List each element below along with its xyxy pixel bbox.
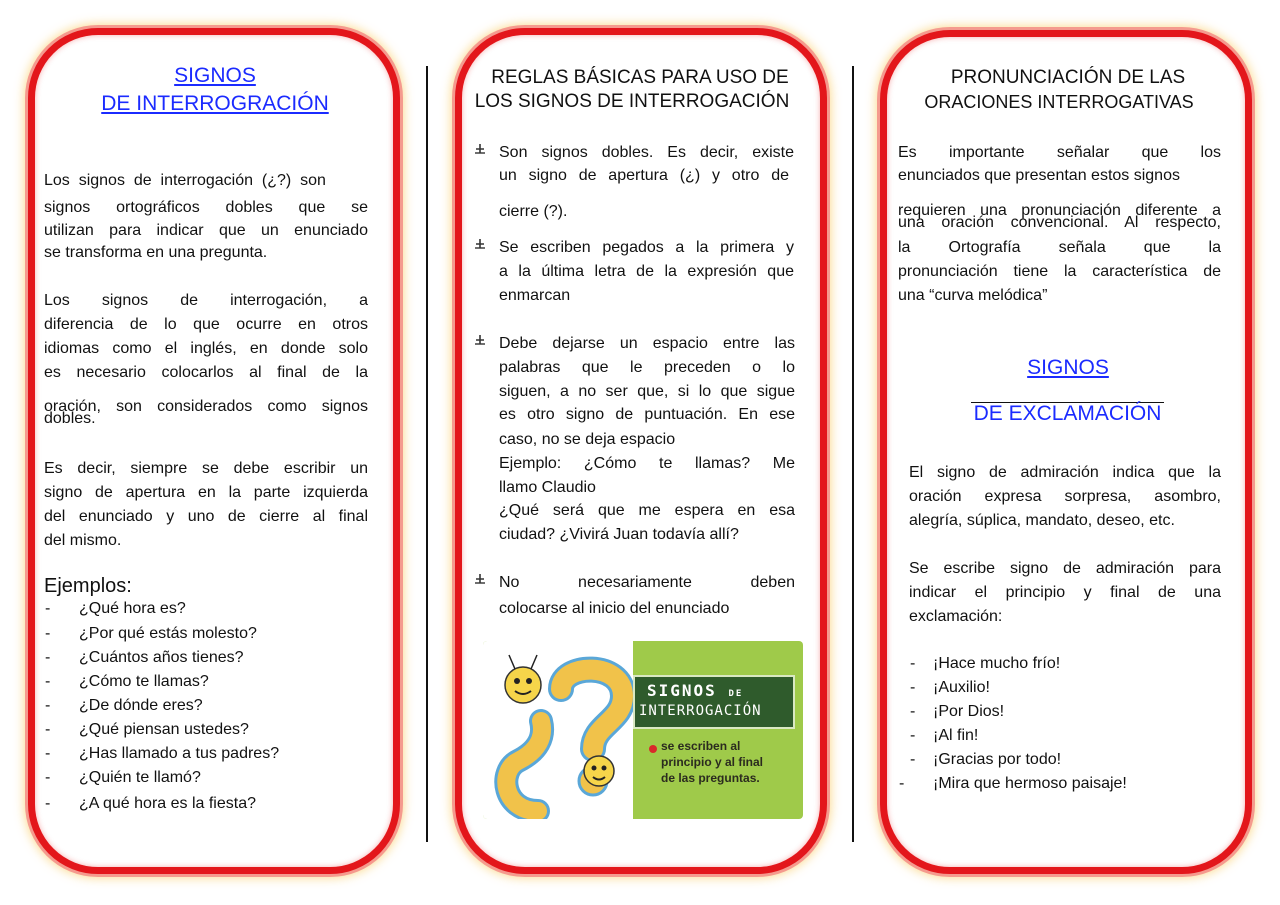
example-item: ¿Quién te llamó? xyxy=(79,769,201,786)
exclamation-item: ¡Gracias por todo! xyxy=(933,751,1062,768)
list-dash: - xyxy=(910,751,916,768)
illustration-bullet-dot xyxy=(649,745,657,753)
panel2-b1-line3: cierre (?). xyxy=(499,203,568,220)
list-dash: - xyxy=(45,600,51,617)
panel2-b2-line1: Se escriben pegados a la primera y xyxy=(499,239,794,256)
panel3-p3-line3: exclamación: xyxy=(909,608,1003,625)
panel3-p1-line3: requieren una pronunciación diferente a xyxy=(898,202,1221,219)
panel3-p1-line1: Es importante señalar que los xyxy=(898,144,1221,161)
panel3-title-line2: ORACIONES INTERROGATIVAS xyxy=(924,92,1194,112)
bullet-arrow-icon xyxy=(473,143,487,157)
panel1-p1-line3: utilizan para indicar que un enunciado xyxy=(44,222,368,239)
list-dash: - xyxy=(45,745,51,762)
illustration-caption-line3: de las preguntas. xyxy=(661,771,760,785)
panel1-title-line2[interactable]: DE INTERROGRACIÓN xyxy=(101,92,329,115)
panel1-p1-line2: signos ortográficos dobles que se xyxy=(44,199,368,216)
exclamation-item: ¡Auxilio! xyxy=(933,679,990,696)
panel3-p1-line6: pronunciación tiene la característica de xyxy=(898,263,1221,280)
exclamation-item: ¡Por Dios! xyxy=(933,703,1005,720)
panel1-p3-line4: del mismo. xyxy=(44,532,122,549)
panel2-b2-line2: a la última letra de la expresión que xyxy=(499,263,794,280)
example-item: ¿De dónde eres? xyxy=(79,697,203,714)
panel2-b4-line2: colocarse al inicio del enunciado xyxy=(499,600,730,617)
example-item: ¿A qué hora es la fiesta? xyxy=(79,795,256,812)
panel2-b3-line9: ciudad? ¿Vivirá Juan todavía allí? xyxy=(499,526,739,543)
panel3-p1-line2: enunciados que presentan estos signos xyxy=(898,167,1180,184)
panel1-examples-heading: Ejemplos: xyxy=(44,575,132,597)
panel2-b3-line8: ¿Qué será que me espera en esa xyxy=(499,502,795,519)
bullet-arrow-icon xyxy=(473,334,487,348)
panel1-p2-line5: oración, son considerados como signos xyxy=(44,398,368,415)
panel2-b3-line4: es otro signo de puntuación. En ese xyxy=(499,406,795,423)
illustration-caption-line2: principio y al final xyxy=(661,755,764,769)
list-dash: - xyxy=(910,703,916,720)
panel3-p1-line4: una oración convencional. Al respecto, xyxy=(898,214,1221,231)
panel2-b3-line2: palabras que le preceden o lo xyxy=(499,359,795,376)
example-item: ¿Qué hora es? xyxy=(79,600,186,617)
signos-illustration xyxy=(483,641,803,819)
question-mark-bees-icon xyxy=(483,641,633,819)
example-item: ¿Por qué estás molesto? xyxy=(79,625,257,642)
panel3-p2-line1: El signo de admiración indica que la xyxy=(909,464,1221,481)
panel3-p2-line2: oración expresa sorpresa, asombro, xyxy=(909,488,1221,505)
panel3-title2-line1[interactable]: SIGNOS xyxy=(1027,356,1109,379)
list-dash: - xyxy=(45,697,51,714)
panel2-b3-line1: Debe dejarse un espacio entre las xyxy=(499,335,795,352)
panel3-title2-line2: DE EXCLAMACIÓN xyxy=(973,402,1162,425)
panel1-p2-line1: Los signos de interrogación, a xyxy=(44,292,368,309)
list-dash: - xyxy=(45,721,51,738)
list-dash: - xyxy=(45,769,51,786)
illustration-sign-line1: SIGNOS xyxy=(647,681,717,700)
panel2-b3-line5: caso, no se deja espacio xyxy=(499,431,676,448)
exclamation-item: ¡Hace mucho frío! xyxy=(933,655,1061,672)
illustration-sign xyxy=(633,675,795,729)
panel2-b2-line3: enmarcan xyxy=(499,287,571,304)
panel1-p2-line3: idiomas como el inglés, en donde solo xyxy=(44,340,368,357)
panel2-b1-line2: un signo de apertura (¿) y otro de xyxy=(499,167,789,184)
panel1-p1-line1: Los signos de interrogación (¿?) son xyxy=(44,172,326,189)
fold-divider-left xyxy=(426,66,428,842)
panel2-title-line2: LOS SIGNOS DE INTERROGACIÓN xyxy=(474,91,790,112)
list-dash: - xyxy=(899,775,905,792)
list-dash: - xyxy=(910,679,916,696)
illustration-caption-line1: se escriben al xyxy=(661,739,741,753)
list-dash: - xyxy=(45,795,51,812)
list-dash: - xyxy=(910,655,916,672)
bullet-arrow-icon xyxy=(473,573,487,587)
panel3-p3-line2: indicar el principio y final de una xyxy=(909,584,1221,601)
panel1-p2-line2: diferencia de lo que ocurre en otros xyxy=(44,316,368,333)
panel2-b3-line7: llamo Claudio xyxy=(499,479,596,496)
panel3-title-line1: PRONUNCIACIÓN DE LAS xyxy=(950,67,1186,88)
example-item: ¿Qué piensan ustedes? xyxy=(79,721,249,738)
example-item: ¿Has llamado a tus padres? xyxy=(79,745,280,762)
fold-divider-right xyxy=(852,66,854,842)
list-dash: - xyxy=(910,727,916,744)
bullet-arrow-icon xyxy=(473,238,487,252)
panel2-b3-line6: Ejemplo: ¿Cómo te llamas? Me xyxy=(499,455,795,472)
panel1-p3-line1: Es decir, siempre se debe escribir un xyxy=(44,460,368,477)
panel2-b4-line1: No necesariamente deben xyxy=(499,574,795,591)
illustration-sign-de: DE xyxy=(728,689,744,699)
panel1-p3-line3: del enunciado y uno de cierre al final xyxy=(44,508,368,525)
panel2-b3-line3: siguen, a no ser que, si lo que sigue xyxy=(499,383,795,400)
list-dash: - xyxy=(45,625,51,642)
panel3-p3-line1: Se escribe signo de admiración para xyxy=(909,560,1221,577)
panel3-p1-line7: una “curva melódica” xyxy=(898,287,1048,304)
example-item: ¿Cuántos años tienes? xyxy=(79,649,244,666)
panel2-title-line1: REGLAS BÁSICAS PARA USO DE xyxy=(491,67,789,88)
panel2-b1-line1: Son signos dobles. Es decir, existe xyxy=(499,144,794,161)
exclamation-item: ¡Mira que hermoso paisaje! xyxy=(933,775,1127,792)
illustration-sign-line2: INTERROGACIÓN xyxy=(639,703,762,719)
list-dash: - xyxy=(45,649,51,666)
example-item: ¿Cómo te llamas? xyxy=(79,673,209,690)
panel3-p1-line5: la Ortografía señala que la xyxy=(898,239,1221,256)
panel3-p2-line3: alegría, súplica, mandato, deseo, etc. xyxy=(909,512,1175,529)
panel1-p1-line4: se transforma en una pregunta. xyxy=(44,244,268,261)
panel1-p2-line6: dobles. xyxy=(44,410,96,427)
panel1-title-line1[interactable]: SIGNOS xyxy=(174,64,256,87)
panel1-p2-line4: es necesario colocarlos al final de la xyxy=(44,364,368,381)
list-dash: - xyxy=(45,673,51,690)
panel1-p3-line2: signo de apertura en la parte izquierda xyxy=(44,484,368,501)
exclamation-item: ¡Al fin! xyxy=(933,727,979,744)
